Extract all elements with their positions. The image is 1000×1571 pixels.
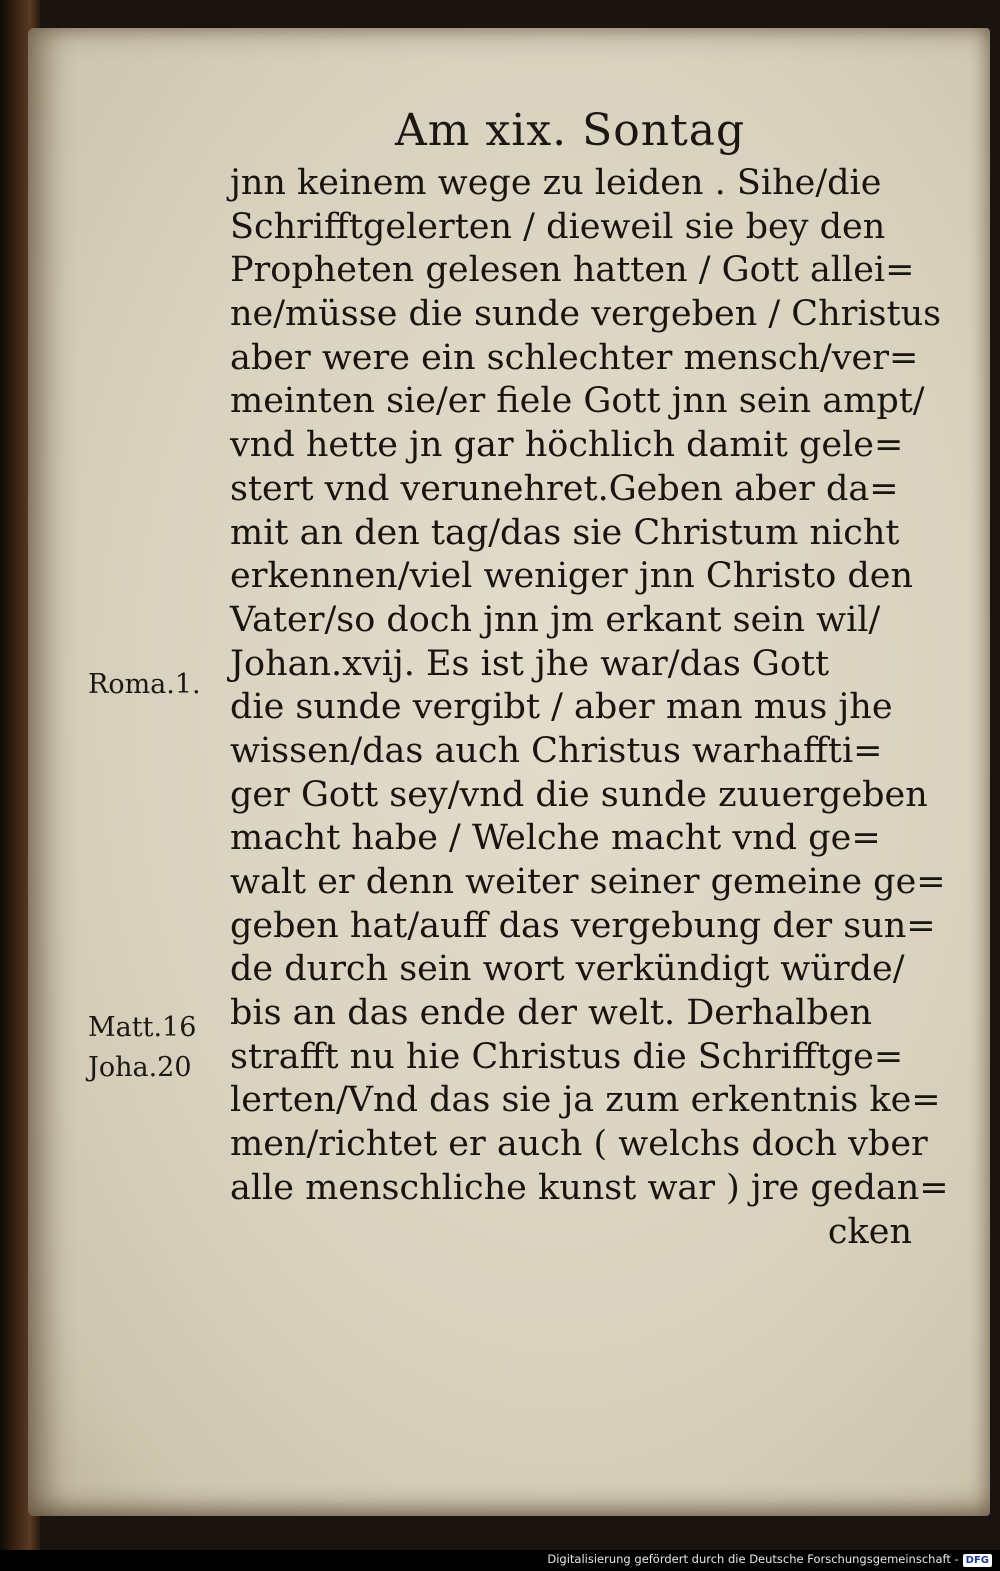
text-line: mit an den tag/das sie Christum nicht (230, 512, 900, 553)
marginal-note-joha: Joha.20 (88, 1052, 192, 1083)
text-line: meinten sie/er fiele Gott jnn sein ampt/ (230, 381, 925, 422)
text-line: walt er denn weiter seiner gemeine ge= (230, 862, 946, 902)
running-head: Am xix. Sontag (395, 105, 746, 156)
text-line: vnd hette jn gar höchlich damit gele= (230, 425, 904, 466)
text-line: Vater/so doch jnn jm erkant sein wil/ (230, 599, 881, 640)
dfg-logo: DFG (963, 1554, 992, 1567)
catchword: cken (827, 1211, 912, 1252)
text-line: ger Gott sey/vnd die sunde zuuergeben (230, 774, 928, 815)
text-line: macht habe / Welche macht vnd ge= (230, 818, 881, 859)
footer-credit (547, 1552, 992, 1567)
marginal-note-roma: Roma.1. (88, 669, 201, 700)
footer-credit-text: Digitalisierung gefördert durch die Deutsche Forschungsgemeinschaft - (547, 1552, 959, 1566)
text-line: wissen/das auch Christus warhaffti= (230, 730, 883, 771)
text-line: de durch sein wort verkündigt würde/ (230, 949, 905, 990)
text-line: ne/müsse die sunde vergeben / Christus (230, 294, 942, 335)
marginal-note-matt: Matt.16 (88, 1012, 197, 1043)
text-line: aber were ein schlechter mensch/ver= (230, 337, 919, 378)
text-line: die sunde vergibt / aber man mus jhe (230, 687, 893, 728)
text-line: strafft nu hie Christus die Schrifftge= (230, 1036, 904, 1077)
text-line: bis an das ende der welt. Derhalben (230, 993, 872, 1034)
text-line: lerten/Vnd das sie ja zum erkentnis ke= (230, 1080, 941, 1121)
text-line: stert vnd verunehret.Geben aber da= (230, 468, 899, 509)
text-line: Johan.xvij. Es ist jhe war/das Gott (230, 643, 830, 684)
text-line: erkennen/viel weniger jnn Christo den (230, 556, 914, 597)
page-body-text (230, 162, 949, 1254)
text-line: alle menschliche kunst war ) jre gedan= (230, 1167, 949, 1208)
text-line: jnn keinem wege zu leiden . Sihe/die (230, 163, 882, 203)
text-line: Schrifftgelerten / dieweil sie bey den (230, 206, 886, 247)
text-line: geben hat/auff das vergebung der sun= (230, 905, 936, 946)
text-line: men/richtet er auch ( welchs doch vber (230, 1124, 928, 1165)
text-line: Propheten gelesen hatten / Gott allei= (230, 250, 915, 291)
